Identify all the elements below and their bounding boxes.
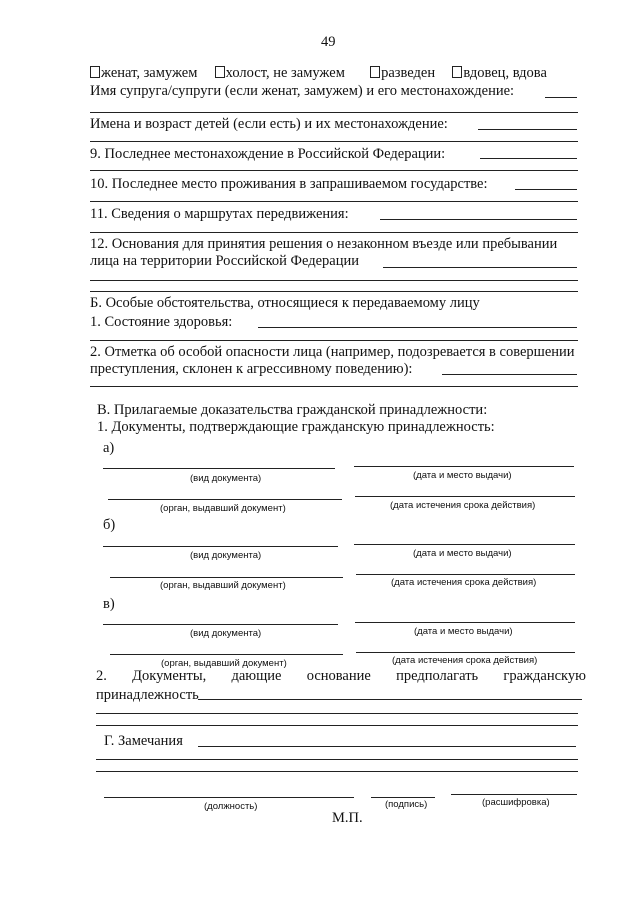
doc-v-issue-field[interactable] [355, 622, 575, 623]
grounds-word: дающие [231, 668, 282, 684]
doc-b-issue-field[interactable] [354, 544, 575, 545]
item10-field[interactable] [515, 189, 577, 190]
item9-label: 9. Последнее местонахождение в Российской Федерации: [90, 146, 446, 162]
widowed-option[interactable] [452, 65, 547, 81]
grounds-word: основание [306, 668, 371, 684]
spouse-label: Имя супруга/супруги (если женат, замужем) и его местонахождение: [90, 83, 515, 99]
remarks-field[interactable] [198, 746, 576, 747]
spouse-field[interactable] [545, 97, 577, 98]
children-label: Имена и возраст детей (если есть) и их местонахождение: [90, 116, 448, 132]
married-label: женат, замужем [101, 65, 198, 81]
doc-a-type-caption: (вид документа) [190, 473, 262, 484]
doc-b-issuer-field[interactable] [110, 577, 343, 578]
widowed-checkbox[interactable] [452, 66, 462, 78]
doc-b-expiry-field[interactable] [356, 574, 575, 575]
stamp-place: М.П. [332, 810, 363, 826]
signature-caption: (подпись) [385, 799, 428, 810]
decode-caption: (расшифровка) [482, 797, 550, 808]
section-b-title: Б. Особые обстоятельства, относящиеся к передаваемому лицу [90, 295, 480, 311]
remarks-field-line2[interactable] [96, 759, 578, 760]
doc-v-expiry-field[interactable] [356, 652, 575, 653]
doc-b-type-caption: (вид документа) [190, 550, 262, 561]
danger-label-line2: преступления, склонен к агрессивному поведению): [90, 361, 413, 377]
danger-field-line2[interactable] [90, 386, 578, 387]
page-number: 49 [321, 34, 336, 50]
doc-b-type-field[interactable] [103, 546, 338, 547]
section-v-title: В. Прилагаемые доказательства гражданской принадлежности: [97, 402, 488, 418]
signature-field[interactable] [371, 797, 435, 798]
grounds-field[interactable] [198, 699, 582, 700]
grounds-field-line2[interactable] [96, 713, 578, 714]
doc-v-type-caption: (вид документа) [190, 628, 262, 639]
single-checkbox[interactable] [215, 66, 225, 78]
doc-block-a-letter: а) [103, 440, 115, 456]
position-caption: (должность) [204, 801, 258, 812]
item11-label: 11. Сведения о маршрутах передвижения: [90, 206, 349, 222]
single-label: холост, не замужем [225, 65, 345, 81]
item11-field-line2[interactable] [90, 232, 578, 233]
grounds-field-line3[interactable] [96, 725, 578, 726]
doc-block-v-letter: в) [103, 596, 115, 612]
grounds-word: Документы, [132, 668, 207, 684]
doc-b-expiry-caption: (дата истечения срока действия) [391, 577, 537, 588]
item10-label: 10. Последнее место проживания в запрашиваемом государстве: [90, 176, 488, 192]
item12-field-line2[interactable] [90, 280, 578, 281]
remarks-field-line3[interactable] [96, 771, 578, 772]
doc-a-expiry-field[interactable] [355, 496, 575, 497]
item12-label-line1: 12. Основания для принятия решения о незаконном въезде или пребывании [90, 236, 558, 252]
danger-field[interactable] [442, 374, 577, 375]
doc-v-type-field[interactable] [103, 624, 338, 625]
doc-v-issuer-field[interactable] [110, 654, 343, 655]
married-checkbox[interactable] [90, 66, 100, 78]
divorced-option[interactable] [370, 65, 435, 81]
children-field-line2[interactable] [90, 141, 578, 142]
item9-field-line2[interactable] [90, 170, 578, 171]
doc-v-expiry-caption: (дата истечения срока действия) [392, 655, 538, 666]
item12-field[interactable] [383, 267, 577, 268]
citizenship-docs-label: 1. Документы, подтверждающие гражданскую принадлежность: [97, 419, 495, 435]
children-field[interactable] [478, 129, 577, 130]
doc-v-issuer-caption: (орган, выдавший документ) [161, 658, 287, 669]
doc-a-type-field[interactable] [103, 468, 335, 469]
grounds-word: предполагать [396, 668, 479, 684]
doc-block-b-letter: б) [103, 517, 116, 533]
doc-a-issue-caption: (дата и место выдачи) [413, 470, 512, 481]
marital-status-row [90, 65, 547, 82]
position-field[interactable] [104, 797, 354, 798]
health-field[interactable] [258, 327, 577, 328]
grounds-label-line2: принадлежность [96, 687, 199, 703]
doc-v-issue-caption: (дата и место выдачи) [414, 626, 513, 637]
item12-label-line2: лица на территории Российской Федерации [90, 253, 360, 269]
married-option[interactable] [90, 65, 197, 81]
health-field-line2[interactable] [90, 340, 578, 341]
divorced-label: разведен [381, 65, 436, 81]
doc-a-issue-field[interactable] [354, 466, 574, 467]
single-option[interactable] [215, 65, 345, 81]
divorced-checkbox[interactable] [370, 66, 380, 78]
section-g-title: Г. Замечания [104, 733, 183, 749]
doc-b-issue-caption: (дата и место выдачи) [413, 548, 512, 559]
decode-field[interactable] [451, 794, 577, 795]
doc-a-expiry-caption: (дата истечения срока действия) [390, 500, 536, 511]
spouse-field-line2[interactable] [90, 112, 578, 113]
item11-field[interactable] [380, 219, 577, 220]
item12-field-line3[interactable] [90, 291, 578, 292]
health-label: 1. Состояние здоровья: [90, 314, 233, 330]
item9-field[interactable] [480, 158, 577, 159]
doc-a-issuer-field[interactable] [108, 499, 342, 500]
widowed-label: вдовец, вдова [463, 65, 547, 81]
doc-b-issuer-caption: (орган, выдавший документ) [160, 580, 286, 591]
grounds-label-line1 [96, 668, 586, 685]
danger-label-line1: 2. Отметка об особой опасности лица (например, подозревается в совершении [90, 344, 575, 360]
item10-field-line2[interactable] [90, 201, 578, 202]
doc-a-issuer-caption: (орган, выдавший документ) [160, 503, 286, 514]
grounds-word: гражданскую [503, 668, 586, 684]
grounds-word: 2. [96, 668, 107, 684]
